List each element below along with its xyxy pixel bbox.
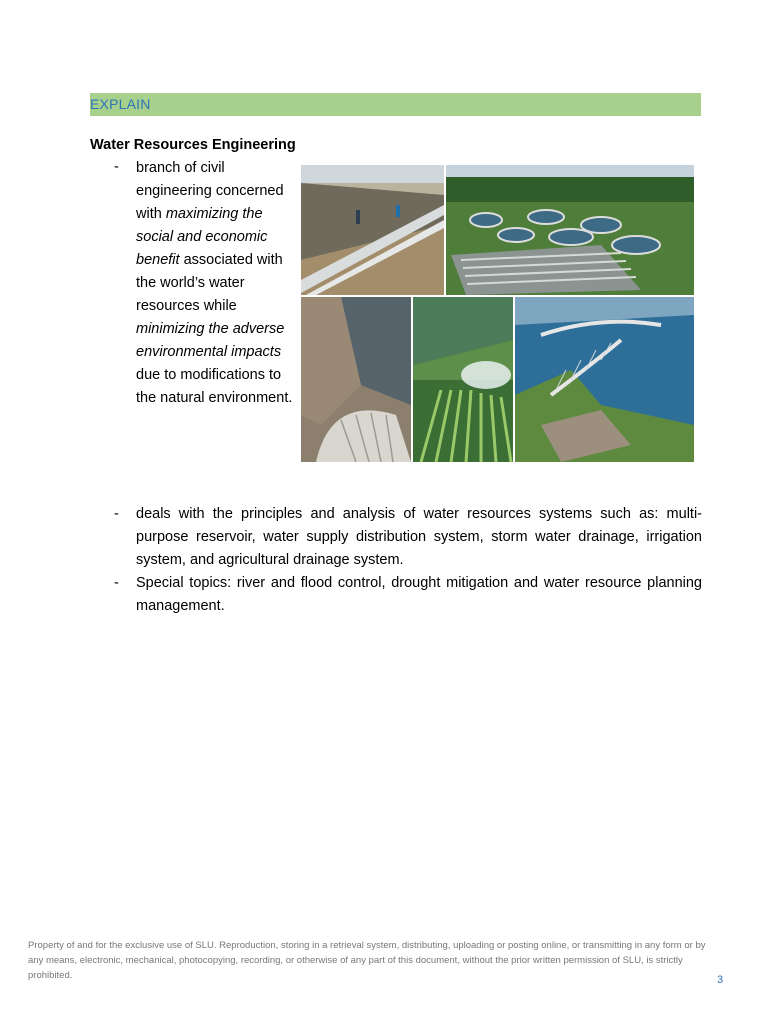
section-label: EXPLAIN — [90, 96, 151, 112]
bullet-dash: - — [114, 159, 119, 175]
bullet-2-text: deals with the principles and analysis of water resources systems such as: multi-purpose reservoir, water supply distribution system, storm water drainage, irrigation system, and agricultural drainage system. — [136, 506, 702, 568]
bullet-dash: - — [114, 575, 119, 591]
bullet-1-text — [136, 157, 296, 410]
reservoir-photo — [515, 297, 694, 462]
water-engineering-photo-collage — [301, 165, 694, 462]
pipeline-photo — [301, 165, 444, 295]
bullet-1-part: associated with the world’s water resources while — [136, 252, 283, 314]
irrigation-photo — [413, 297, 513, 462]
bullet-1-part: branch of civil engineering concerned with — [136, 160, 284, 222]
page-number: 3 — [717, 974, 724, 986]
bullet-dash: - — [114, 506, 119, 522]
dam-photo — [301, 297, 411, 462]
bullet-1-emphasis: maximizing the social and economic benefit — [136, 206, 268, 268]
treatment-plant-photo — [446, 165, 694, 295]
page-heading: Water Resources Engineering — [90, 137, 296, 153]
section-banner — [90, 93, 701, 116]
bullet-1-part: due to modifications to the natural environment. — [136, 367, 293, 406]
bullet-1-emphasis: minimizing the adverse environmental impacts — [136, 321, 285, 360]
copyright-footer: Property of and for the exclusive use of SLU. Reproduction, storing in a retrieval system, distributing, uploading or posting online, or transmitting in any form or by any means, electronic, mechanical, photocopying, recording, or otherwise of any part of this document, without the prior written permission of SLU, is strictly prohibited. — [28, 940, 706, 981]
bullet-3-text: Special topics: river and flood control, drought mitigation and water resource planning management. — [136, 575, 702, 614]
